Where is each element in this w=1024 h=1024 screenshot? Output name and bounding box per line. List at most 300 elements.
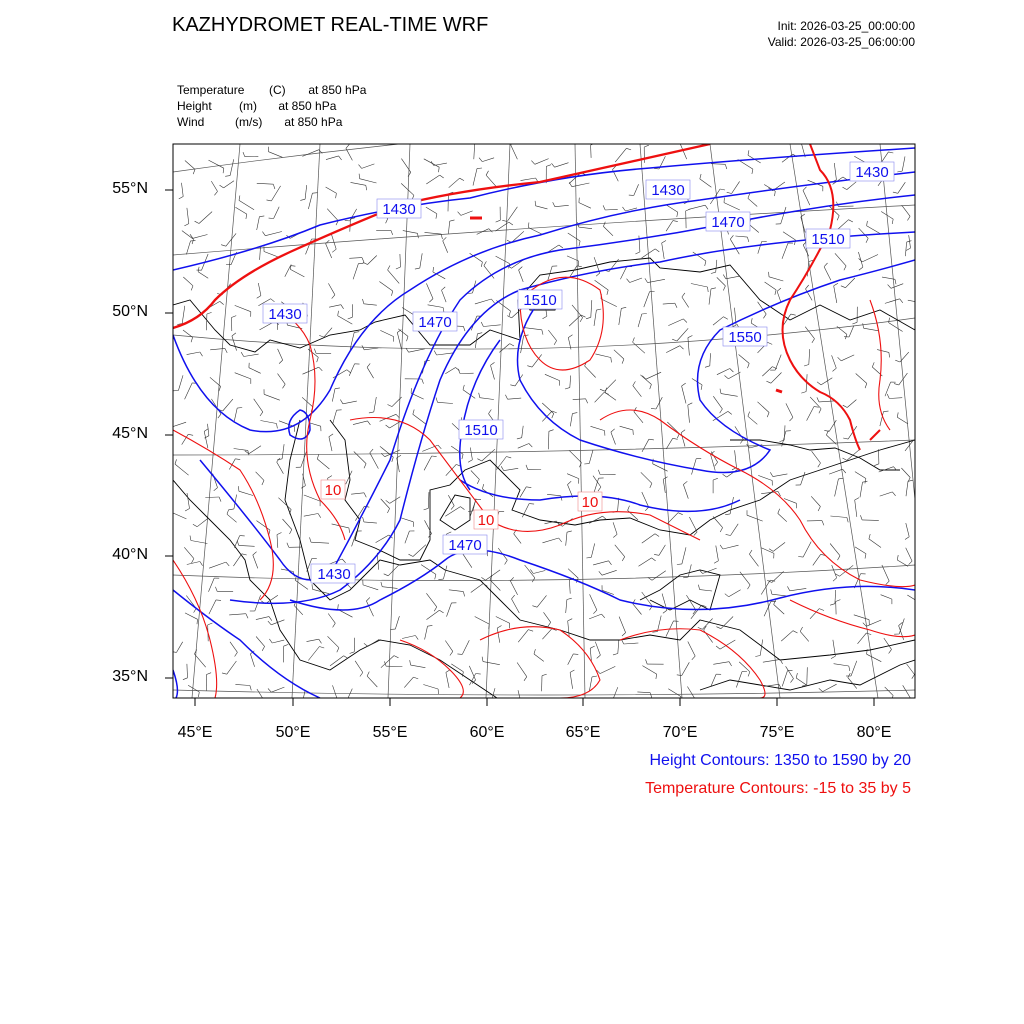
wind-barb — [257, 521, 271, 531]
wind-barb-flag — [450, 651, 453, 655]
wind-barb-flag — [364, 464, 366, 469]
wind-barb — [620, 426, 633, 430]
wind-barb-flag — [364, 493, 366, 498]
wind-barb-flag — [715, 462, 718, 466]
wind-barb-flag — [727, 192, 732, 193]
wind-barb-flag — [433, 267, 434, 272]
wind-barb-flag — [770, 472, 773, 476]
graticule — [173, 110, 915, 698]
wind-barb — [677, 328, 688, 341]
wind-barb-flag — [193, 524, 197, 527]
wind-barb — [327, 209, 338, 221]
wind-barb-flag — [532, 606, 537, 608]
country-borders — [173, 258, 915, 700]
wind-barb — [497, 628, 500, 643]
wind-barb-flag — [725, 376, 729, 379]
wind-barb — [317, 459, 329, 469]
wind-barb-flag — [509, 222, 513, 225]
wind-barb — [235, 305, 251, 311]
wind-barb-flag — [682, 293, 685, 297]
wind-barb-flag — [866, 633, 871, 635]
wind-barb-flag — [716, 646, 720, 649]
wind-barb-flag — [269, 617, 272, 621]
svg-text:1430: 1430 — [651, 182, 685, 199]
wind-barb — [683, 485, 688, 499]
wind-barb — [717, 277, 726, 286]
wind-barb-flag — [319, 647, 324, 649]
wind-barb-flag — [250, 686, 251, 691]
wind-barb-flag — [350, 652, 355, 654]
wind-barb-flag — [817, 382, 821, 385]
wind-barb-flag — [438, 579, 443, 580]
height-label — [723, 327, 767, 346]
wind-barb-flag — [220, 301, 224, 304]
wind-barb-flag — [819, 688, 823, 691]
field-name: Wind — [177, 115, 205, 129]
wind-barb — [897, 417, 908, 424]
wind-barb-flag — [354, 332, 359, 333]
wind-barb — [652, 571, 666, 581]
wind-barb-flag — [489, 410, 492, 414]
wind-barb-flag — [519, 267, 523, 270]
wind-barb-flag — [586, 317, 591, 319]
wind-barb-flag — [369, 412, 374, 413]
wind-barb — [889, 323, 903, 332]
wind-barb-flag — [652, 558, 656, 561]
wind-barb-flag — [534, 649, 535, 654]
wind-barb-flag — [463, 326, 465, 331]
wind-barb — [807, 407, 814, 421]
wind-barb-flag — [838, 478, 843, 479]
wind-barb — [590, 594, 597, 610]
wind-barb — [188, 685, 199, 692]
wind-barb-flag — [388, 405, 393, 407]
wind-barb-flag — [855, 498, 859, 500]
wind-barb — [593, 561, 609, 565]
wind-barb — [860, 482, 863, 497]
wind-barb-flag — [510, 344, 514, 346]
wind-barb — [858, 633, 867, 644]
temperature-label — [578, 492, 602, 511]
wind-barb-flag — [434, 607, 437, 611]
wind-barb-flag — [362, 258, 364, 263]
wind-barb — [595, 642, 600, 655]
wind-barb-flag — [642, 376, 646, 380]
wind-barb — [426, 283, 433, 298]
wind-barb-flag — [477, 479, 479, 484]
wind-barb — [613, 687, 618, 699]
wind-barb-flag — [905, 537, 909, 540]
wind-barb-flag — [775, 290, 776, 295]
wind-barb — [835, 479, 839, 497]
wind-barb — [449, 178, 460, 188]
wind-barb — [390, 497, 401, 504]
wind-barb — [265, 232, 282, 236]
wind-barb — [445, 641, 453, 652]
wind-barb — [185, 613, 198, 619]
field-unit: (m) — [239, 99, 257, 113]
wind-barb — [380, 330, 393, 336]
wind-barb — [518, 690, 521, 702]
wind-barb-flag — [889, 649, 892, 653]
lon-label: 80°E — [856, 724, 892, 741]
wind-barb — [451, 664, 463, 672]
wind-barb-flag — [897, 412, 898, 417]
wind-barb — [425, 626, 428, 639]
wind-barb — [244, 354, 259, 356]
wind-barb-flag — [332, 295, 335, 299]
wind-barb-flag — [193, 169, 195, 174]
wind-barb-flag — [907, 216, 910, 220]
wind-barb — [666, 438, 673, 449]
wind-barb — [573, 399, 586, 400]
wind-barb — [491, 365, 495, 379]
wind-barb — [230, 642, 237, 653]
wind-barb-flag — [431, 161, 434, 165]
wind-barb — [409, 349, 425, 352]
wind-barb — [666, 221, 673, 232]
field-name: Temperature — [177, 83, 245, 97]
wind-barb — [427, 610, 440, 619]
wind-barb-flag — [509, 311, 510, 316]
wind-barb-flag — [229, 509, 234, 510]
wind-barb — [775, 355, 781, 371]
wind-barb-flag — [407, 336, 409, 341]
wind-barb — [591, 145, 592, 158]
wind-barb-flag — [652, 632, 657, 633]
wind-barb-flag — [491, 299, 494, 303]
wind-barb-flag — [635, 252, 640, 254]
init-time: Init: 2026-03-25_00:00:00 — [777, 19, 915, 33]
wind-barb — [305, 185, 307, 199]
wind-barb — [633, 604, 642, 615]
wind-barb-flag — [333, 623, 336, 627]
wind-barb — [400, 254, 401, 267]
wind-barb-flag — [505, 395, 507, 400]
wind-barb-flag — [481, 322, 483, 327]
wind-barb-flag — [908, 699, 911, 703]
wind-barb-flag — [884, 411, 889, 412]
wind-barb — [614, 350, 624, 359]
wind-barb-flag — [865, 479, 866, 484]
wind-barb — [637, 692, 650, 693]
wind-barb-flag — [384, 574, 389, 576]
wind-barb-flag — [650, 483, 652, 488]
wind-barb — [642, 666, 656, 675]
wind-barb-flag — [597, 655, 601, 658]
wind-barb — [830, 544, 840, 556]
wind-barb — [535, 159, 549, 165]
wind-barb-flag — [602, 614, 605, 618]
wind-barb — [397, 333, 401, 350]
wind-barb — [605, 393, 616, 401]
wind-barb-flag — [482, 484, 483, 489]
wind-barb-flag — [291, 266, 296, 267]
wind-barb — [832, 565, 837, 578]
wind-barb — [274, 207, 280, 219]
wind-barb — [522, 426, 524, 438]
wind-barb — [474, 143, 475, 159]
wind-barb — [821, 378, 832, 385]
wind-barb — [713, 396, 722, 409]
wind-barb — [536, 206, 548, 209]
wind-barb-flag — [627, 279, 630, 283]
wind-barb-flag — [543, 316, 547, 319]
wind-barb-flag — [262, 480, 264, 485]
wind-barb — [518, 444, 529, 449]
wind-barb — [682, 297, 689, 307]
wind-barb — [807, 667, 808, 684]
wind-barb — [434, 163, 447, 165]
wind-barb — [545, 374, 560, 380]
wind-barb-flag — [476, 674, 481, 675]
wind-barb — [326, 156, 339, 160]
wind-barb-flag — [777, 288, 781, 291]
wind-barb — [349, 258, 362, 259]
wind-barb-flag — [438, 445, 441, 449]
wind-barb — [615, 545, 625, 557]
wind-barb-flag — [481, 262, 482, 267]
wind-barb — [726, 276, 740, 279]
wind-barb — [691, 605, 702, 619]
wind-barb-flag — [475, 142, 480, 144]
wind-barb-flag — [310, 537, 312, 542]
wind-barb — [364, 348, 378, 350]
wind-barb — [469, 666, 475, 680]
wind-barb — [711, 164, 725, 165]
wind-barb — [332, 389, 335, 402]
wind-barb-flag — [888, 285, 891, 289]
wind-barb — [490, 580, 500, 591]
wind-barb — [803, 542, 811, 558]
wind-barb-flag — [529, 444, 532, 448]
wind-barb — [483, 325, 500, 327]
wind-barb — [233, 554, 241, 566]
wind-barb-flag — [300, 199, 305, 200]
wind-barb — [428, 492, 429, 508]
wind-barb — [882, 565, 889, 581]
wind-barb-flag — [900, 299, 903, 303]
wind-barb-flag — [287, 543, 289, 548]
wind-barb — [482, 449, 495, 461]
wind-barb-flag — [633, 381, 636, 385]
wind-barb — [364, 522, 377, 523]
wind-barb-flag — [221, 245, 226, 247]
wind-barb — [283, 519, 292, 530]
field-name: Height — [177, 99, 212, 113]
wind-barb-flag — [906, 248, 910, 250]
wind-barb-flag — [725, 594, 729, 597]
wind-barb — [519, 270, 524, 282]
wind-barb-flag — [622, 557, 625, 561]
wind-barb — [521, 178, 536, 181]
wind-barb — [543, 538, 559, 543]
wind-barb-flag — [510, 385, 515, 386]
wind-barb-flag — [414, 677, 419, 679]
wind-barb-flag — [368, 421, 371, 425]
wind-barb-flag — [175, 459, 177, 464]
wind-barb-flag — [528, 630, 533, 632]
wind-barb-flag — [833, 368, 837, 371]
wind-barb-flag — [227, 510, 229, 515]
wind-barb-flag — [655, 534, 659, 537]
wind-barb-flag — [716, 627, 721, 629]
wind-barb — [349, 364, 354, 376]
wind-barb-flag — [450, 220, 455, 221]
wind-barb-flag — [577, 266, 582, 267]
wind-barb — [790, 588, 807, 590]
wind-barb — [732, 181, 740, 193]
wind-barb — [611, 432, 616, 444]
wind-barb — [426, 175, 439, 184]
wind-barb — [906, 481, 908, 496]
wind-barb — [555, 205, 569, 206]
wind-barb-flag — [634, 407, 637, 411]
wind-barb-flag — [748, 194, 750, 199]
wind-barb-flag — [692, 700, 695, 704]
wind-barb-flag — [892, 219, 893, 224]
wind-barb — [805, 327, 814, 339]
wind-barb-flag — [198, 692, 199, 697]
wind-barb-flag — [363, 262, 368, 264]
wind-barb-flag — [778, 509, 780, 514]
wind-barb — [681, 433, 685, 447]
wind-barb — [713, 411, 728, 420]
wind-barb-flag — [359, 174, 360, 179]
wind-barb — [906, 548, 912, 561]
wind-barb-flag — [654, 168, 659, 169]
wind-barb — [624, 643, 639, 644]
lat-label: 45°N — [112, 425, 148, 442]
wind-barb — [781, 631, 793, 641]
wind-barb — [764, 684, 779, 686]
wind-barb — [900, 352, 909, 362]
wind-barb — [187, 208, 189, 224]
wind-barb — [462, 553, 472, 568]
wind-barb — [175, 464, 189, 475]
wind-barb-flag — [793, 631, 798, 633]
wind-barb — [381, 656, 394, 668]
wind-barb — [769, 277, 783, 281]
wind-barb — [589, 614, 601, 619]
wind-barb-flag — [609, 561, 612, 565]
wind-barb-flag — [246, 214, 247, 219]
wind-barb-flag — [819, 609, 824, 611]
wind-barb — [313, 589, 330, 593]
wind-barb — [239, 200, 254, 209]
wind-barb-flag — [672, 339, 677, 341]
wind-barb-flag — [279, 360, 283, 364]
wind-barb-flag — [360, 673, 363, 677]
wind-barb — [772, 594, 787, 596]
wind-barb-flag — [198, 267, 199, 272]
wind-barb-flag — [678, 513, 683, 515]
wind-barb-flag — [260, 412, 263, 416]
wind-barb-flag — [748, 363, 750, 368]
wind-barb-flag — [214, 191, 217, 195]
wind-barb-flag — [925, 304, 926, 309]
wind-barb — [765, 282, 777, 290]
wind-barb — [591, 543, 594, 557]
wind-barb-flag — [860, 515, 862, 520]
svg-text:1430: 1430 — [382, 201, 416, 218]
wind-barb-flag — [194, 608, 197, 612]
wind-barb-flag — [526, 487, 531, 488]
wind-barb — [724, 203, 740, 210]
wind-barb — [443, 241, 448, 253]
wind-barb — [425, 232, 442, 234]
wind-barb — [353, 264, 358, 280]
wind-barb-flag — [546, 165, 551, 167]
wind-barb — [590, 648, 591, 661]
wind-barb-flag — [714, 561, 718, 564]
wind-barb — [906, 523, 909, 537]
wind-barb-flag — [580, 318, 583, 322]
wind-barb — [824, 267, 831, 281]
wind-barb-flag — [570, 670, 574, 672]
wind-barb-flag — [542, 674, 547, 676]
wind-barb — [249, 368, 261, 374]
wind-barb — [194, 654, 205, 667]
wind-barb-flag — [363, 299, 364, 304]
wind-barb-flag — [345, 220, 350, 221]
wind-barb-flag — [843, 469, 846, 473]
wind-barb-flag — [895, 360, 900, 362]
wind-barb — [187, 493, 190, 509]
wind-barb — [278, 349, 283, 360]
wind-barb-flag — [768, 342, 773, 344]
wind-barb — [187, 562, 200, 565]
wind-barb-flag — [435, 574, 436, 579]
wind-barb-flag — [567, 598, 572, 599]
wind-barb — [475, 617, 490, 625]
wind-barb-flag — [711, 288, 716, 289]
wind-barb-flag — [787, 586, 789, 590]
wind-barb — [700, 179, 712, 187]
wind-barb-flag — [458, 212, 461, 216]
wind-barb — [601, 299, 617, 307]
wind-barb — [413, 414, 427, 424]
wind-barb — [618, 498, 619, 511]
wind-barb — [388, 565, 399, 576]
wind-barb-flag — [677, 212, 678, 217]
wind-barb-flag — [237, 408, 242, 409]
wind-barb — [338, 316, 353, 324]
wind-barb — [367, 676, 377, 687]
wind-barb-flag — [262, 232, 265, 236]
field-unit: (C) — [269, 83, 286, 97]
wind-barb — [497, 457, 507, 470]
wind-barb-flag — [273, 184, 275, 189]
wind-barb — [605, 209, 618, 210]
wind-barb-flag — [479, 158, 482, 162]
wind-barb-flag — [720, 389, 721, 394]
wind-barb — [739, 662, 750, 672]
wind-barb — [437, 353, 453, 355]
wind-barb — [668, 689, 681, 697]
wind-barb — [193, 235, 208, 239]
wind-barb-flag — [388, 266, 390, 270]
wind-barb-flag — [849, 220, 853, 222]
wind-barb — [363, 585, 378, 590]
wind-barb-flag — [242, 554, 247, 555]
wind-barb — [633, 342, 645, 353]
svg-text:1430: 1430 — [268, 306, 302, 323]
wind-barb-flag — [867, 649, 868, 654]
wind-barb — [603, 226, 613, 235]
wind-barb — [511, 145, 518, 159]
wind-barb — [368, 639, 379, 646]
